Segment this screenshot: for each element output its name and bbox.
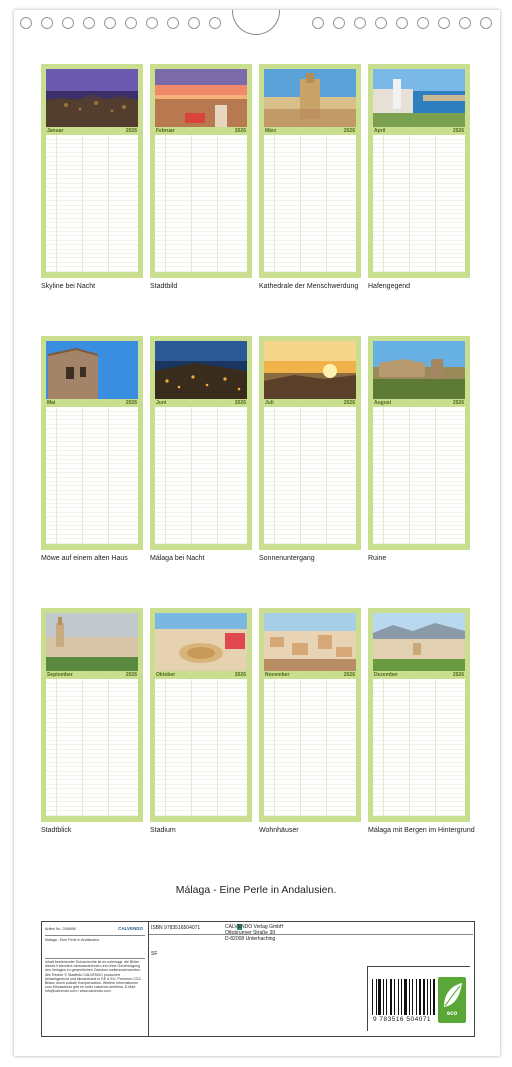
spiral-hole bbox=[167, 17, 179, 29]
photo-caption: Stadtbild bbox=[150, 283, 178, 290]
month-header bbox=[373, 672, 465, 678]
spiral-hole bbox=[312, 17, 324, 29]
barcode-bar bbox=[401, 979, 403, 1015]
malaga-night-photo bbox=[155, 341, 247, 399]
planner-grid bbox=[373, 407, 465, 544]
barcode-bar bbox=[419, 979, 421, 1015]
spiral-hole bbox=[188, 17, 200, 29]
product-info-box bbox=[41, 921, 475, 1037]
barcode-bar bbox=[394, 979, 395, 1015]
month-year: 2026 bbox=[452, 400, 464, 406]
month-year: 2026 bbox=[452, 672, 464, 678]
grid-column-line bbox=[274, 679, 275, 816]
grid-column-line bbox=[82, 135, 83, 272]
barcode-bar bbox=[398, 979, 399, 1015]
spiral-hole bbox=[209, 17, 221, 29]
month-header bbox=[264, 672, 356, 678]
isbn-label: ISBN 9783516504071 bbox=[151, 925, 201, 931]
month-name: September bbox=[47, 672, 73, 678]
barcode-bar bbox=[412, 979, 413, 1015]
grid-column-line bbox=[191, 135, 192, 272]
grid-column-line bbox=[108, 407, 109, 544]
barcode bbox=[372, 979, 432, 1015]
ruin-photo bbox=[373, 341, 465, 399]
spiral-hole bbox=[459, 17, 471, 29]
planner-grid bbox=[46, 679, 138, 816]
barcode-bar bbox=[383, 979, 385, 1015]
barcode-bar bbox=[433, 979, 435, 1015]
grid-column-line bbox=[108, 679, 109, 816]
month-year: 2026 bbox=[234, 400, 246, 406]
grid-column-line bbox=[108, 135, 109, 272]
grid-column-line bbox=[217, 679, 218, 816]
grid-column-line bbox=[300, 679, 301, 816]
old-house-photo bbox=[46, 341, 138, 399]
spiral-hole bbox=[20, 17, 32, 29]
month-name: Mai bbox=[47, 400, 56, 406]
eco-label: eco bbox=[446, 1011, 458, 1017]
month-panel-september bbox=[41, 608, 143, 822]
month-panel-juni bbox=[150, 336, 252, 550]
month-header bbox=[46, 400, 138, 406]
photo-caption: Stadium bbox=[150, 827, 176, 834]
calendar-title: Málaga - Eine Perle in Andalusien. bbox=[175, 884, 337, 896]
month-year: 2026 bbox=[125, 128, 137, 134]
spiral-hole bbox=[480, 17, 492, 29]
cathedral-photo bbox=[264, 69, 356, 127]
grid-column-line bbox=[300, 135, 301, 272]
bullring-photo bbox=[155, 613, 247, 671]
photo-caption: Skyline bei Nacht bbox=[41, 283, 96, 290]
barcode-bar bbox=[416, 979, 417, 1015]
barcode-bar bbox=[390, 979, 392, 1015]
barcode-bar bbox=[386, 979, 387, 1015]
houses-photo bbox=[264, 613, 356, 671]
photo-caption: Stadtblick bbox=[41, 827, 72, 834]
month-year: 2026 bbox=[343, 400, 355, 406]
month-year: 2026 bbox=[125, 400, 137, 406]
product-info-right bbox=[149, 922, 473, 1036]
barcode-bar bbox=[430, 979, 431, 1015]
spiral-holes bbox=[20, 17, 492, 31]
barcode-bar bbox=[409, 979, 410, 1015]
month-panel-februar bbox=[150, 64, 252, 278]
eco-badge bbox=[438, 977, 466, 1023]
sunset-photo bbox=[264, 341, 356, 399]
mountains-photo bbox=[373, 613, 465, 671]
planner-grid bbox=[264, 679, 356, 816]
barcode-number: 9 783516 504071 bbox=[372, 1016, 432, 1023]
spiral-hole bbox=[333, 17, 345, 29]
month-name: Juni bbox=[156, 400, 167, 406]
city-night-photo bbox=[46, 69, 138, 127]
sf-code: SF bbox=[151, 951, 158, 957]
grid-column-line bbox=[82, 679, 83, 816]
month-header bbox=[264, 128, 356, 134]
month-panel-mai bbox=[41, 336, 143, 550]
month-header bbox=[46, 672, 138, 678]
planner-grid bbox=[46, 407, 138, 544]
spiral-hole bbox=[354, 17, 366, 29]
grid-column-line bbox=[435, 407, 436, 544]
planner-grid bbox=[155, 135, 247, 272]
grid-column-line bbox=[383, 135, 384, 272]
spiral-hole bbox=[146, 17, 158, 29]
planner-grid bbox=[155, 679, 247, 816]
photo-caption: Kathedrale der Menschwerdung bbox=[259, 283, 359, 290]
grid-column-line bbox=[191, 407, 192, 544]
grid-column-line bbox=[300, 407, 301, 544]
month-name: Oktober bbox=[156, 672, 176, 678]
month-name: Dezember bbox=[374, 672, 398, 678]
grid-column-line bbox=[409, 407, 410, 544]
spiral-hole bbox=[125, 17, 137, 29]
photo-caption: Ruine bbox=[368, 555, 387, 562]
harbor-photo bbox=[373, 69, 465, 127]
planner-grid bbox=[46, 135, 138, 272]
month-header bbox=[373, 400, 465, 406]
month-header bbox=[155, 400, 247, 406]
grid-column-line bbox=[165, 679, 166, 816]
month-panel-oktober bbox=[150, 608, 252, 822]
month-panel-juli bbox=[259, 336, 361, 550]
grid-column-line bbox=[326, 679, 327, 816]
month-year: 2026 bbox=[343, 672, 355, 678]
month-year: 2026 bbox=[234, 128, 246, 134]
month-panel-august bbox=[368, 336, 470, 550]
calvendo-logo: CALVENDO bbox=[118, 926, 143, 931]
city-view-photo bbox=[46, 613, 138, 671]
month-panel-dezember bbox=[368, 608, 470, 822]
photo-caption: Wohnhäuser bbox=[259, 827, 299, 834]
month-panel-märz bbox=[259, 64, 361, 278]
grid-column-line bbox=[274, 407, 275, 544]
month-year: 2026 bbox=[452, 128, 464, 134]
barcode-bar bbox=[378, 979, 380, 1015]
photo-caption: Málaga mit Bergen im Hintergrund bbox=[368, 827, 475, 834]
grid-column-line bbox=[191, 679, 192, 816]
grid-column-line bbox=[409, 135, 410, 272]
planner-grid bbox=[264, 407, 356, 544]
publisher-street: Ottobrunner Straße 39 bbox=[225, 930, 276, 936]
grid-column-line bbox=[383, 679, 384, 816]
month-name: April bbox=[374, 128, 386, 134]
product-title-small: Málaga - Eine Perle in Andalusien. bbox=[45, 938, 100, 942]
month-name: November bbox=[265, 672, 290, 678]
article-number: Artikel Nr.: 2065f96 bbox=[45, 927, 76, 931]
publisher-city: D-82008 Unterhaching bbox=[225, 936, 276, 942]
month-year: 2026 bbox=[343, 128, 355, 134]
spiral-hole bbox=[396, 17, 408, 29]
city-sunset-photo bbox=[155, 69, 247, 127]
month-header bbox=[155, 672, 247, 678]
month-panel-april bbox=[368, 64, 470, 278]
planner-grid bbox=[264, 135, 356, 272]
grid-column-line bbox=[274, 135, 275, 272]
month-header bbox=[155, 128, 247, 134]
spiral-hole bbox=[375, 17, 387, 29]
month-header bbox=[264, 400, 356, 406]
photo-caption: Möwe auf einem alten Haus bbox=[41, 555, 128, 562]
grid-column-line bbox=[409, 679, 410, 816]
grid-column-line bbox=[165, 135, 166, 272]
grid-column-line bbox=[217, 407, 218, 544]
photo-caption: Málaga bei Nacht bbox=[150, 555, 205, 562]
barcode-bar bbox=[372, 979, 373, 1015]
month-name: Februar bbox=[156, 128, 175, 134]
month-header bbox=[46, 128, 138, 134]
barcode-bar bbox=[404, 979, 406, 1015]
month-panel-november bbox=[259, 608, 361, 822]
spiral-hole bbox=[417, 17, 429, 29]
month-name: August bbox=[374, 400, 392, 406]
grid-column-line bbox=[56, 679, 57, 816]
month-name: März bbox=[265, 128, 277, 134]
spiral-hole bbox=[438, 17, 450, 29]
grid-column-line bbox=[82, 407, 83, 544]
grid-column-line bbox=[435, 679, 436, 816]
month-header bbox=[373, 128, 465, 134]
barcode-bar bbox=[427, 979, 428, 1015]
month-year: 2026 bbox=[125, 672, 137, 678]
planner-grid bbox=[373, 679, 465, 816]
grid-column-line bbox=[326, 407, 327, 544]
grid-column-line bbox=[435, 135, 436, 272]
month-name: Januar bbox=[47, 128, 64, 134]
month-year: 2026 bbox=[234, 672, 246, 678]
spiral-hole bbox=[83, 17, 95, 29]
product-info-left bbox=[42, 922, 149, 1036]
spiral-hole bbox=[104, 17, 116, 29]
barcode-bar bbox=[376, 979, 377, 1015]
planner-grid bbox=[155, 407, 247, 544]
month-name: Juli bbox=[265, 400, 274, 406]
grid-column-line bbox=[56, 407, 57, 544]
legal-text: Inhalt bestehender Schutzrechte ist es untersagt, die Bilder dieses Kalenders herauszutrennen und ohne Genehmigung des Verlages zu gewerblichen Zwecken weiterzuverwenden. Alle Rechte © Stadtfoto CALVENDO produziert bedarfsgerecht und klimaneutral in DE & EU. Premium-CO2-Bilanz durch soziale Kompensation. Weitere Informationen zum Klimaschutz gibt es unter calvendo.de/klima. E-Mail: info@calvendo.com ▪ www.calvendo.com bbox=[45, 960, 142, 994]
photo-caption: Sonnenuntergang bbox=[259, 555, 315, 562]
planner-grid bbox=[373, 135, 465, 272]
grid-column-line bbox=[56, 135, 57, 272]
photo-caption: Hafengegend bbox=[368, 283, 411, 290]
barcode-bar bbox=[423, 979, 425, 1015]
month-panel-januar bbox=[41, 64, 143, 278]
grid-column-line bbox=[326, 135, 327, 272]
spiral-hole bbox=[62, 17, 74, 29]
grid-column-line bbox=[165, 407, 166, 544]
spiral-hole bbox=[41, 17, 53, 29]
grid-column-line bbox=[217, 135, 218, 272]
publisher-name: CALVENDO Verlag GmbH bbox=[225, 924, 284, 930]
grid-column-line bbox=[383, 407, 384, 544]
